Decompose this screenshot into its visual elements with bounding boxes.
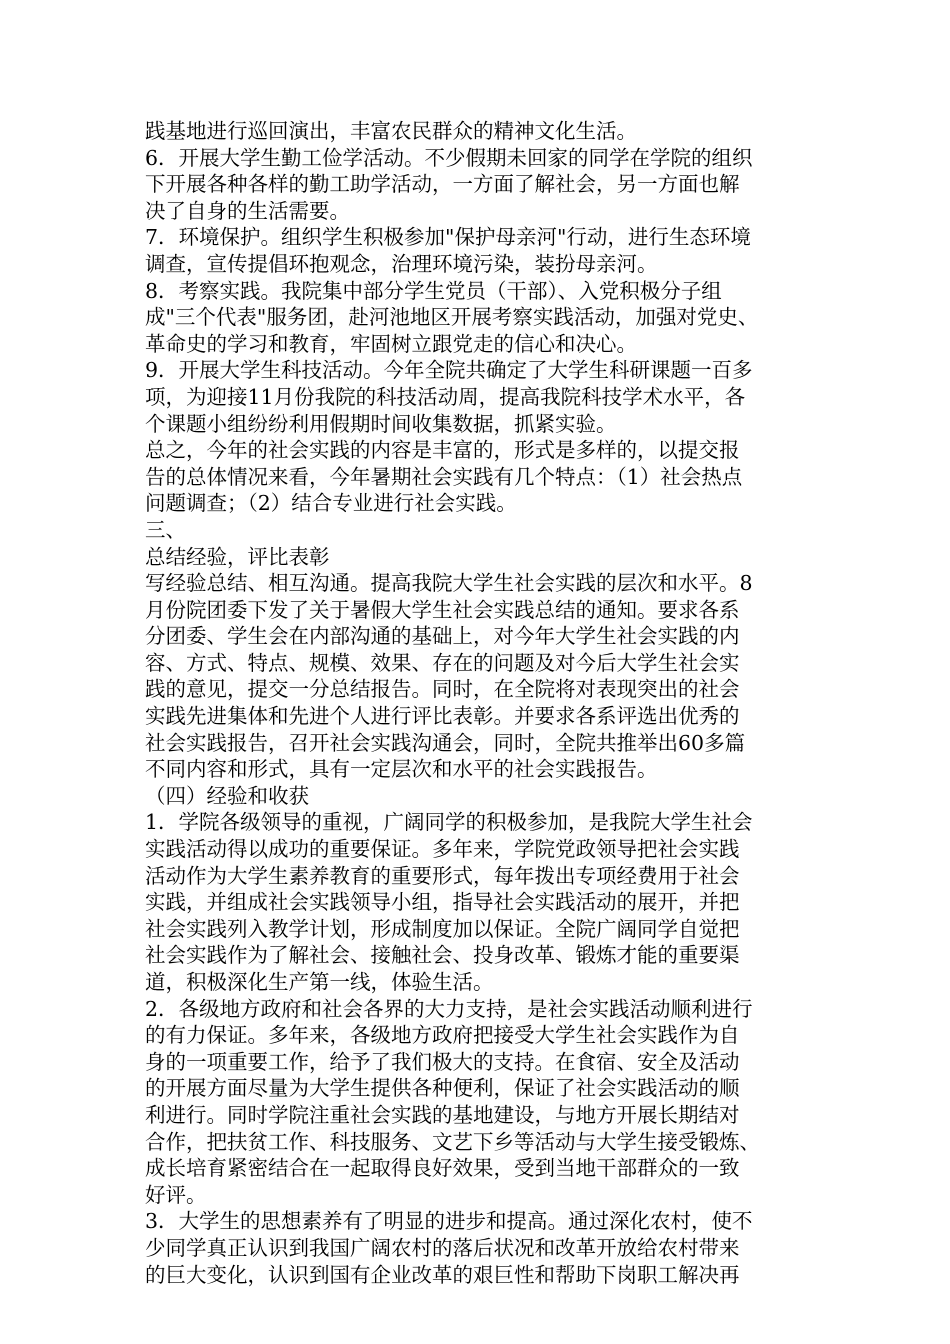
text-line: 的有力保证。多年来，各级地方政府把接受大学生社会实践作为自	[145, 1023, 740, 1048]
document-body	[145, 118, 815, 1288]
text-line: 三、	[145, 517, 186, 542]
text-line: 实践，并组成社会实践领导小组，指导社会实践活动的展开，并把	[145, 890, 740, 915]
text-line: 8．考察实践。我院集中部分学生党员（干部）、入党积极分子组	[145, 278, 722, 303]
text-line: 身的一项重要工作，给予了我们极大的支持。在食宿、安全及活动	[145, 1049, 740, 1074]
text-line: 社会实践列入教学计划，形成制度加以保证。全院广阔同学自觉把	[145, 916, 740, 941]
text-line: 革命史的学习和教育，牢固树立跟党走的信心和决心。	[145, 331, 637, 356]
text-line: 告的总体情况来看，今年暑期社会实践有几个特点：（1）社会热点	[145, 464, 743, 489]
text-line: 1．学院各级领导的重视，广阔同学的积极参加，是我院大学生社会	[145, 810, 753, 835]
text-line: 写经验总结、相互沟通。提高我院大学生社会实践的层次和水平。8	[145, 571, 753, 596]
text-line: 的巨大变化，认识到国有企业改革的艰巨性和帮助下岗职工解决再	[145, 1262, 740, 1287]
text-line: 不同内容和形式，具有一定层次和水平的社会实践报告。	[145, 757, 658, 782]
text-line: 分团委、学生会在内部沟通的基础上，对今年大学生社会实践的内	[145, 624, 740, 649]
text-line: 决了自身的生活需要。	[145, 198, 350, 223]
text-line: 好评。	[145, 1182, 207, 1207]
text-line: （四）经验和收获	[145, 783, 309, 808]
text-line: 合作，把扶贫工作、科技服务、文艺下乡等活动与大学生接受锻炼、	[145, 1129, 760, 1154]
text-line: 个课题小组纷纷利用假期时间收集数据，抓紧实验。	[145, 411, 617, 436]
text-line: 3．大学生的思想素养有了明显的进步和提高。通过深化农村，使不	[145, 1209, 753, 1234]
text-line: 总结经验，评比表彰	[145, 544, 330, 569]
text-line: 6．开展大学生勤工俭学活动。不少假期未回家的同学在学院的组织	[145, 145, 753, 170]
text-line: 项，为迎接11月份我院的科技活动周，提高我院科技学术水平，各	[145, 384, 746, 409]
text-line: 7．环境保护。组织学生积极参加"保护母亲河"行动，进行生态环境	[145, 225, 751, 250]
text-line: 实践活动得以成功的重要保证。多年来，学院党政领导把社会实践	[145, 837, 740, 862]
text-line: 的开展方面尽量为大学生提供各种便利，保证了社会实践活动的顺	[145, 1076, 740, 1101]
text-line: 活动作为大学生素养教育的重要形式，每年拨出专项经费用于社会	[145, 863, 740, 888]
text-line: 道，积极深化生产第一线，体验生活。	[145, 970, 494, 994]
text-line: 成长培育紧密结合在一起取得良好效果，受到当地干部群众的一致	[145, 1156, 740, 1181]
text-line: 社会实践作为了解社会、接触社会、投身改革、锻炼才能的重要渠	[145, 943, 740, 968]
text-line: 社会实践报告，召开社会实践沟通会，同时，全院共推举出60多篇	[145, 730, 746, 755]
text-line: 少同学真正认识到我国广阔农村的落后状况和改革开放给农村带来	[145, 1235, 740, 1260]
text-line: 总之，今年的社会实践的内容是丰富的，形式是多样的，以提交报	[145, 438, 740, 463]
text-line: 问题调查；（2）结合专业进行社会实践。	[145, 491, 517, 516]
text-line: 容、方式、特点、规模、效果、存在的问题及对今后大学生社会实	[145, 650, 740, 675]
text-line: 2．各级地方政府和社会各界的大力支持，是社会实践活动顺利进行	[145, 996, 753, 1021]
text-line: 践基地进行巡回演出，丰富农民群众的精神文化生活。	[145, 119, 637, 143]
text-line: 下开展各种各样的勤工助学活动，一方面了解社会，另一方面也解	[145, 172, 740, 197]
text-line: 9．开展大学生科技活动。今年全院共确定了大学生科研课题一百多	[145, 358, 753, 383]
text-line: 利进行。同时学院注重社会实践的基地建设，与地方开展长期结对	[145, 1102, 740, 1127]
text-line: 成"三个代表"服务团，赴河池地区开展考察实践活动，加强对党史、	[145, 305, 759, 330]
text-line: 践的意见，提交一分总结报告。同时，在全院将对表现突出的社会	[145, 677, 740, 702]
text-line: 月份院团委下发了关于暑假大学生社会实践总结的通知。要求各系	[145, 597, 740, 622]
text-line: 调查，宣传提倡环抱观念，治理环境污染，装扮母亲河。	[145, 251, 658, 276]
text-line: 实践先进集体和先进个人进行评比表彰。并要求各系评选出优秀的	[145, 704, 740, 729]
